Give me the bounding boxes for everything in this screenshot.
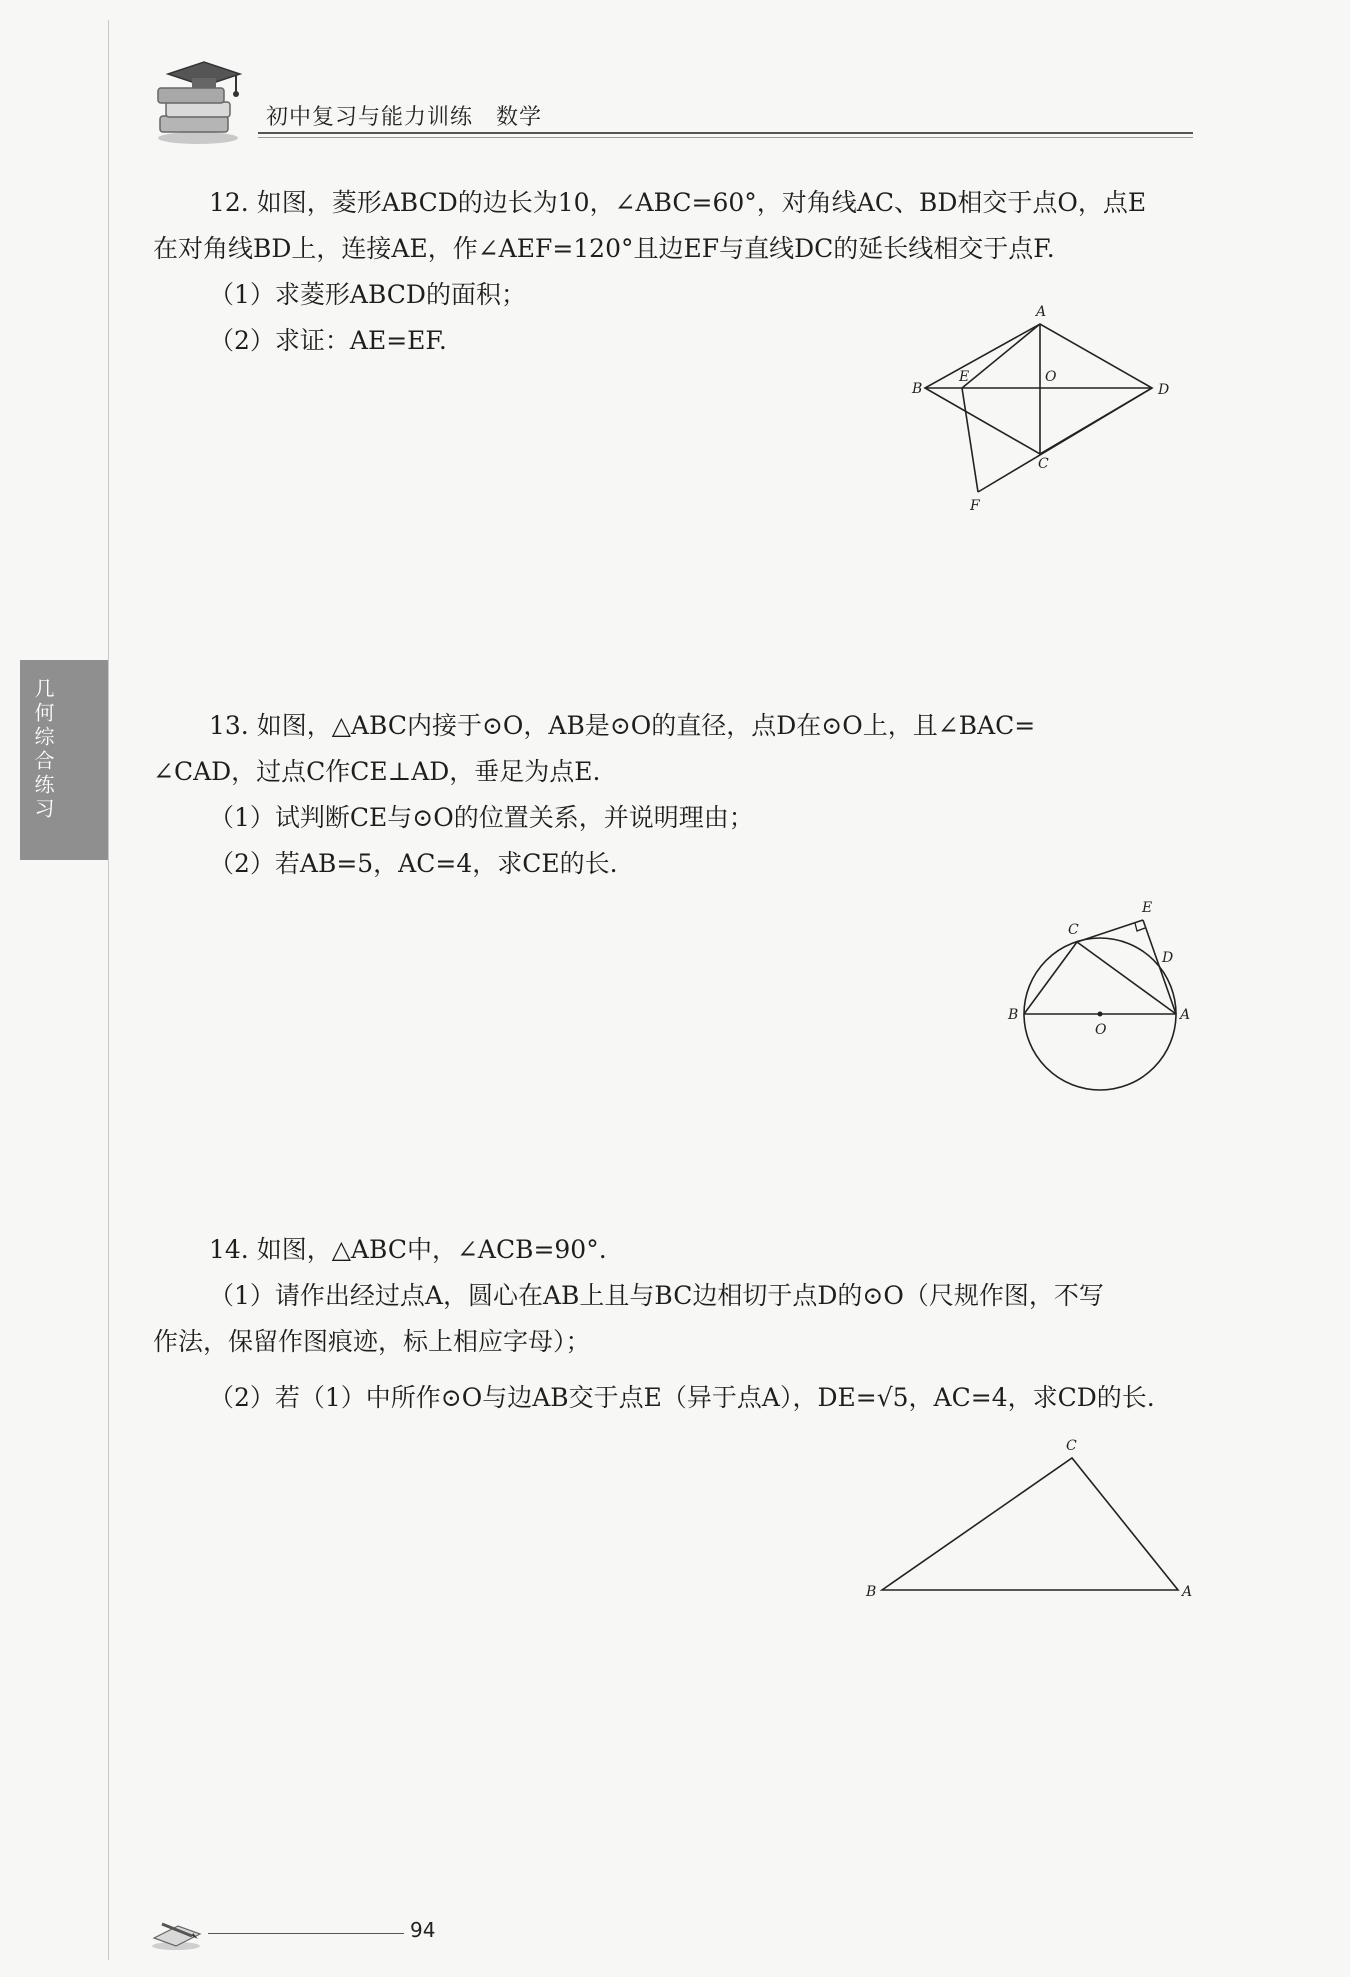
label-d: D xyxy=(1162,950,1174,966)
rhombus-abcd xyxy=(925,324,1152,454)
header-rule-thin xyxy=(258,137,1193,138)
page-number: 94 xyxy=(410,1918,436,1942)
problem-12-line-2: 在对角线BD上，连接AE，作∠AEF=120°且边EF与直线DC的延长线相交于点F. xyxy=(153,234,1055,263)
triangle-abc xyxy=(882,1458,1178,1590)
page-footer xyxy=(148,1912,448,1952)
line-eda xyxy=(1143,920,1176,1014)
section-side-tab-label: 几何综合练习 xyxy=(31,678,55,822)
problem-13-line-2: ∠CAD，过点C作CE⊥AD，垂足为点E. xyxy=(153,757,601,786)
segment-ae xyxy=(962,324,1040,388)
problem-13-part-1: （1）试判断CE与⊙O的位置关系，并说明理由； xyxy=(209,803,754,832)
problem-13 xyxy=(153,703,1198,887)
label-a: A xyxy=(1180,1007,1191,1023)
label-o: O xyxy=(1095,1022,1107,1038)
label-a: A xyxy=(1036,304,1047,320)
figure-right-triangle xyxy=(860,1430,1200,1610)
problem-14 xyxy=(153,1227,1198,1421)
pencil-book-icon xyxy=(148,1916,204,1952)
segment-bc xyxy=(1024,942,1077,1014)
gutter-line xyxy=(108,20,109,1960)
label-f: F xyxy=(970,498,980,514)
label-e: E xyxy=(1142,900,1153,916)
right-angle-mark xyxy=(1135,923,1145,931)
label-b: B xyxy=(1008,1007,1019,1023)
label-e: E xyxy=(959,369,970,385)
problem-12-part-2: （2）求证：AE=EF. xyxy=(209,326,447,355)
footer-rule xyxy=(208,1933,404,1934)
figure-rhombus xyxy=(900,300,1190,520)
problem-14-line-1: 14. 如图，△ABC中，∠ACB=90°. xyxy=(209,1235,607,1264)
stacked-books-graduation-cap-icon xyxy=(148,58,248,148)
problem-13-part-2: （2）若AB=5，AC=4，求CE的长. xyxy=(209,849,618,878)
problem-14-part-1-cont: 作法，保留作图痕迹，标上相应字母）； xyxy=(153,1327,591,1356)
problem-12-line-1: 12. 如图，菱形ABCD的边长为10，∠ABC=60°，对角线AC、BD相交于点O，点E xyxy=(209,188,1147,217)
label-d: D xyxy=(1158,382,1170,398)
label-o: O xyxy=(1045,369,1057,385)
book-title: 初中复习与能力训练 数学 xyxy=(266,105,543,130)
label-c: C xyxy=(1068,922,1079,938)
line-dcf xyxy=(978,388,1152,492)
figure-circle xyxy=(1000,890,1200,1100)
header-rule xyxy=(258,132,1193,134)
label-c: C xyxy=(1038,456,1049,472)
problem-14-part-1: （1）请作出经过点A，圆心在AB上且与BC边相切于点D的⊙O（尺规作图，不写 xyxy=(209,1281,1104,1310)
segment-ef xyxy=(962,388,978,492)
problem-13-line-1: 13. 如图，△ABC内接于⊙O，AB是⊙O的直径，点D在⊙O上，且∠BAC= xyxy=(209,711,1036,740)
label-c: C xyxy=(1066,1438,1077,1454)
page-header xyxy=(148,58,1193,148)
label-a: A xyxy=(1182,1584,1193,1600)
label-b: B xyxy=(866,1584,877,1600)
problem-14-part-2: （2）若（1）中所作⊙O与边AB交于点E（异于点A），DE=√5，AC=4，求CD的长. xyxy=(209,1383,1155,1412)
label-b: B xyxy=(912,381,923,397)
problem-12-part-1: （1）求菱形ABCD的面积； xyxy=(209,280,526,309)
